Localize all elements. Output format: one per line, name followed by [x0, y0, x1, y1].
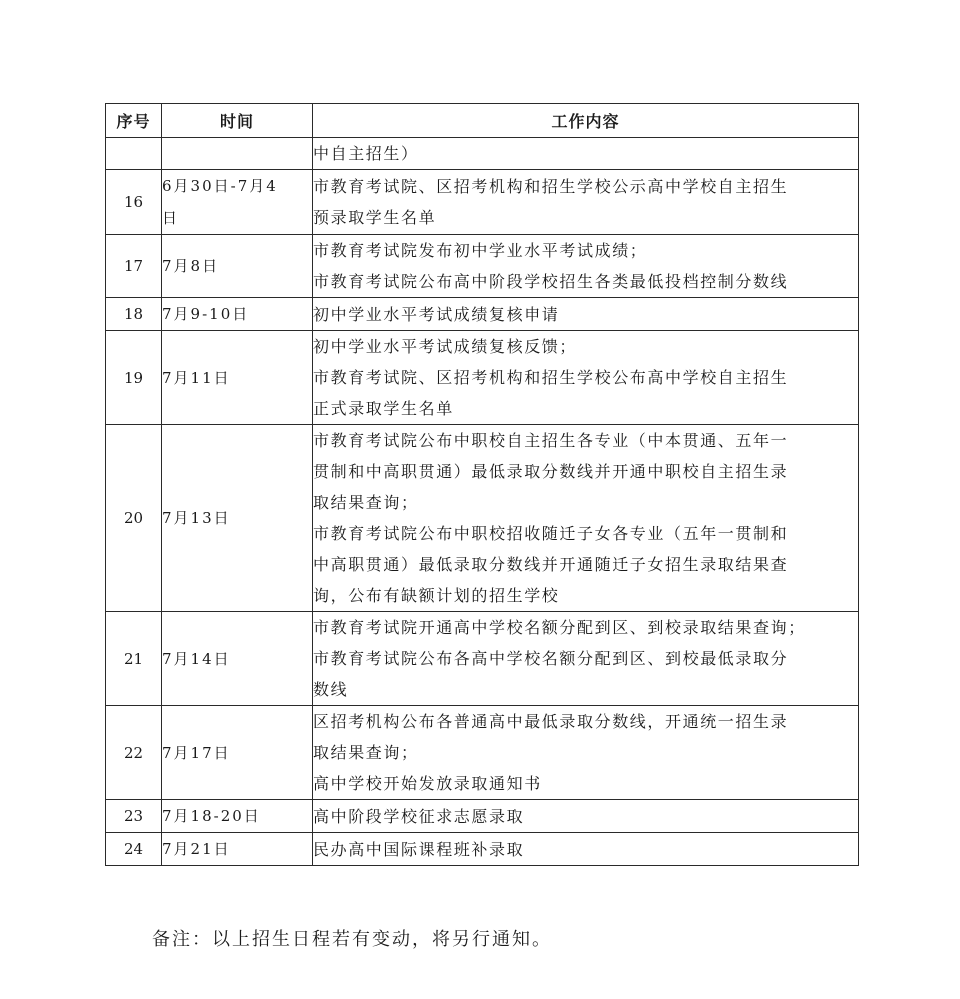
row-content-line: 市教育考试院公布中职校自主招生各专业（中本贯通、五年一 [313, 431, 789, 450]
row-index: 17 [106, 235, 162, 298]
row-content [313, 331, 859, 425]
row-time [162, 331, 313, 425]
header-time: 时间 [162, 104, 313, 138]
row-time [162, 833, 313, 866]
row-time [162, 706, 313, 800]
row-index: 16 [106, 170, 162, 235]
row-content-line: 正式录取学生名单 [313, 399, 454, 418]
row-time-line: 7月9-10日 [162, 305, 250, 323]
row-content-line: 初中学业水平考试成绩复核反馈； [313, 337, 578, 356]
header-index: 序号 [106, 104, 162, 138]
row-content-line: 取结果查询； [313, 743, 419, 762]
row-time-line: 7月17日 [162, 743, 231, 762]
row-time [162, 425, 313, 612]
row-content-line: 民办高中国际课程班补录取 [313, 839, 525, 859]
table-row [106, 425, 859, 612]
table-row [106, 235, 859, 298]
row-content-line: 数线 [313, 680, 349, 699]
row-content-line: 市教育考试院公布中职校招收随迁子女各专业（五年一贯制和 [313, 524, 789, 543]
row-content [313, 612, 859, 706]
row-time-line: 7月14日 [162, 649, 231, 668]
row-content-line: 市教育考试院、区招考机构和招生学校公示高中学校自主招生 [313, 177, 789, 196]
row-time-line: 7月18-20日 [162, 807, 261, 825]
table-row [106, 800, 859, 833]
row-index: 21 [106, 612, 162, 706]
table-row [106, 706, 859, 800]
row-time [162, 235, 313, 298]
table-header-row [106, 104, 859, 138]
row-time-line: 日 [162, 209, 180, 227]
row-content [313, 235, 859, 298]
row-index: 20 [106, 425, 162, 612]
row-time-line: 7月8日 [162, 257, 220, 275]
row-content-line: 取结果查询； [313, 493, 419, 512]
table-row [106, 833, 859, 866]
schedule-table [105, 103, 859, 866]
row-content-line: 高中学校开始发放录取通知书 [313, 774, 542, 793]
row-time [162, 612, 313, 706]
row-content-line: 市教育考试院公布高中阶段学校招生各类最低投档控制分数线 [313, 272, 789, 291]
row-content [313, 833, 859, 866]
row-index: 19 [106, 331, 162, 425]
row-time [162, 800, 313, 833]
row-time-line: 6月30日-7月4 [162, 177, 278, 195]
row-content-line: 市教育考试院、区招考机构和招生学校公布高中学校自主招生 [313, 368, 789, 387]
header-content: 工作内容 [313, 104, 859, 138]
row-index: 18 [106, 298, 162, 331]
row-content-line: 市教育考试院公布各高中学校名额分配到区、到校最低录取分 [313, 649, 789, 668]
table-row [106, 298, 859, 331]
row-content [313, 170, 859, 235]
row-content [313, 425, 859, 612]
table-row [106, 331, 859, 425]
table-row [106, 170, 859, 235]
row-content-line: 贯制和中高职贯通）最低录取分数线并开通中职校自主招生录 [313, 462, 789, 481]
row-content [313, 800, 859, 833]
table-row [106, 138, 859, 170]
row-content-line: 询，公布有缺额计划的招生学校 [313, 586, 560, 605]
row-content-line: 中高职贯通）最低录取分数线并开通随迁子女招生录取结果查 [313, 555, 789, 574]
row-content [313, 706, 859, 800]
row-index: 22 [106, 706, 162, 800]
row-content-line: 中自主招生） [313, 144, 419, 163]
row-content-line: 区招考机构公布各普通高中最低录取分数线，开通统一招生录 [313, 712, 789, 731]
row-content [313, 138, 859, 170]
row-content-line: 初中学业水平考试成绩复核申请 [313, 304, 560, 324]
row-content [313, 298, 859, 331]
row-content-line: 市教育考试院开通高中学校名额分配到区、到校录取结果查询； [313, 618, 806, 637]
row-index: 23 [106, 800, 162, 833]
row-time [162, 298, 313, 331]
table-body [106, 138, 859, 866]
row-time-line: 7月21日 [162, 840, 231, 858]
row-content-line: 高中阶段学校征求志愿录取 [313, 806, 525, 826]
row-time [162, 138, 313, 170]
row-time-line: 7月13日 [162, 509, 231, 527]
row-content-line: 市教育考试院发布初中学业水平考试成绩； [313, 241, 648, 260]
table-row [106, 612, 859, 706]
footnote: 备注：以上招生日程若有变动，将另行通知。 [152, 929, 552, 950]
row-index [106, 138, 162, 170]
row-time-line: 7月11日 [162, 368, 231, 387]
row-time [162, 170, 313, 235]
row-index: 24 [106, 833, 162, 866]
row-content-line: 预录取学生名单 [313, 208, 437, 227]
